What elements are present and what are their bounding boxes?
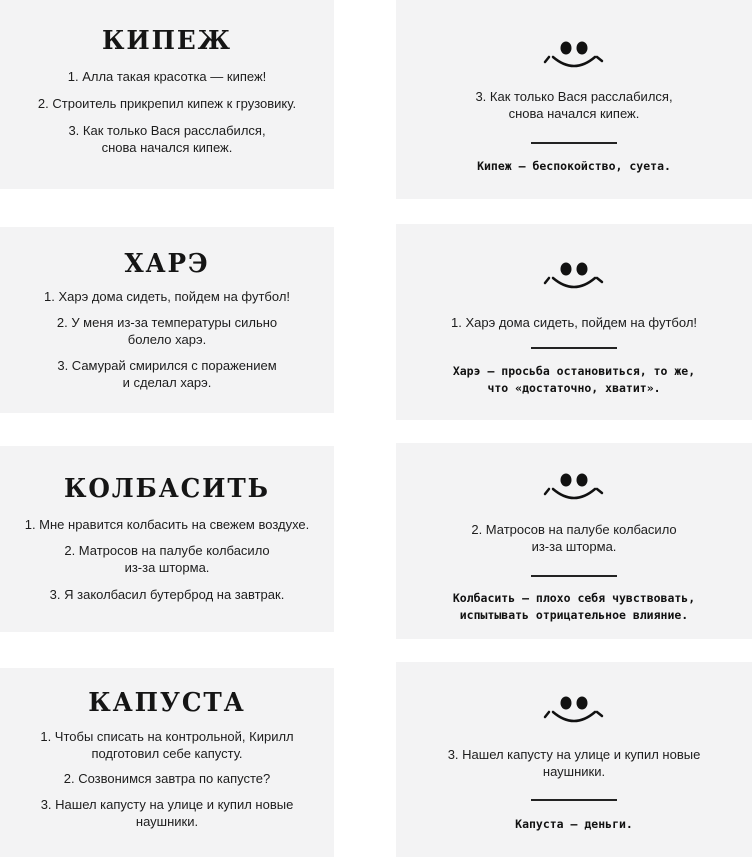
answer-example: 3. Нашел капусту на улице и купил новые наушники. [447, 747, 701, 779]
example-sentence: 1. Харэ дома сидеть, пойдем на футбол! [43, 289, 291, 304]
card-word-title: КИПЕЖ [102, 26, 232, 56]
example-sentence: 2. Строитель прикрепил кипеж к грузовику. [37, 96, 297, 111]
answer-card-back [396, 662, 752, 857]
example-sentence: 1. Мне нравится колбасить на свежем воздухе. [24, 517, 310, 532]
answer-card-back [396, 0, 752, 199]
example-sentence: 3. Я заколбасил бутерброд на завтрак. [49, 587, 285, 602]
smiley-face-icon [539, 256, 609, 302]
smiley-face-icon [539, 35, 609, 81]
divider-line [531, 575, 617, 577]
example-sentence: 2. У меня из-за температуры сильно болело харэ. [56, 315, 278, 347]
answer-card-back [396, 443, 752, 639]
divider-line [531, 142, 617, 144]
example-sentence: 3. Нашел капусту на улице и купил новые наушники. [40, 797, 294, 829]
example-sentence: 2. Созвонимся завтра по капусте? [63, 771, 271, 786]
word-card-front [0, 0, 334, 189]
word-definition: Колбасить – плохо себя чувствовать, испытывать отрицательное влияние. [452, 591, 696, 622]
card-word-title: КОЛБАСИТЬ [64, 474, 270, 504]
example-sentence: 2. Матросов на палубе колбасило из-за шторма. [64, 543, 270, 575]
word-definition: Капуста – деньги. [515, 817, 633, 831]
example-sentence: 1. Алла такая красотка — кипеж! [67, 69, 267, 84]
divider-line [531, 799, 617, 801]
word-card-front [0, 227, 334, 413]
smiley-face-icon [539, 467, 609, 513]
word-card-front [0, 446, 334, 632]
word-card-front [0, 668, 334, 857]
example-sentence: 1. Чтобы списать на контрольной, Кирилл подготовил себе капусту. [40, 729, 294, 761]
smiley-face-icon [539, 690, 609, 736]
answer-example: 3. Как только Вася расслабился, снова начался кипеж. [475, 89, 673, 121]
example-sentence: 3. Самурай смирился с поражением и сделал харэ. [57, 358, 277, 390]
divider-line [531, 347, 617, 349]
card-word-title: КАПУСТА [88, 688, 246, 718]
card-word-title: ХАРЭ [124, 249, 210, 279]
word-definition: Кипеж – беспокойство, суета. [477, 159, 671, 173]
word-definition: Харэ – просьба остановиться, то же, что «достаточно, хватит». [452, 364, 696, 395]
example-sentence: 3. Как только Вася расслабился, снова начался кипеж. [68, 123, 266, 155]
answer-card-back [396, 224, 752, 420]
answer-example: 1. Харэ дома сидеть, пойдем на футбол! [450, 315, 698, 330]
answer-example: 2. Матросов на палубе колбасило из-за шторма. [471, 522, 677, 554]
